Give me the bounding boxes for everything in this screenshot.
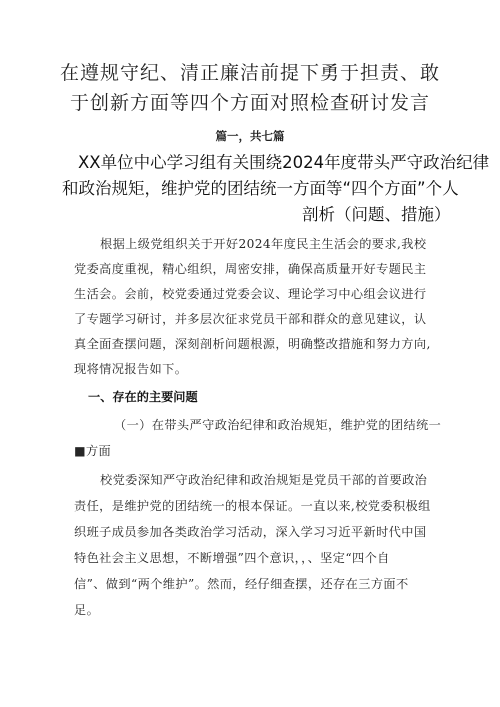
intro-paragraph-line: 党委高度重视，精心组织，周密安排，确保高质量开好专题民主 bbox=[74, 262, 427, 276]
intro-paragraph-line: 了专题学习研讨，并多层次征求党员干部和群众的意见建议，认 bbox=[74, 312, 427, 326]
body-paragraph-line: 责任，是维护党的团结统一的根本保证。一直以来,校党委积极组 bbox=[74, 499, 431, 513]
document-title-line-2: 于创新方面等四个方面对照检查研讨发言 bbox=[69, 92, 430, 114]
subtitle-line-1: XX单位中心学习组有关围绕2024年度带头严守政治纪律 bbox=[78, 153, 490, 172]
subtitle-line-3: 剖析（问题、措施） bbox=[302, 205, 451, 224]
body-paragraph-line: 织班子成员参加各类政治学习活动，深入学习习近平新时代中国 bbox=[74, 525, 427, 539]
intro-paragraph-line: 现将情况报告如下。 bbox=[74, 362, 188, 376]
subsection-heading-line: ■方面 bbox=[74, 444, 112, 458]
intro-paragraph-line: 根据上级党组织关于开好2024年度民主生活会的要求,我校 bbox=[100, 237, 427, 251]
body-paragraph-line: 信”、做到“两个维护”。然而，经仔细查摆，还存在三方面不 bbox=[74, 577, 409, 591]
subtitle-line-2: 和政治规矩，维护党的团结统一方面等“四个方面”个人 bbox=[62, 179, 459, 198]
body-paragraph-line: 特色社会主义思想，不断增强”四个意识，，、坚定“四个自 bbox=[74, 551, 390, 565]
subsection-heading-line: （一）在带头严守政治纪律和政治规矩，维护党的团结统一 bbox=[114, 418, 442, 432]
document-title-line-1: 在遵规守纪、清正廉洁前提下勇于担责、敢 bbox=[59, 62, 440, 84]
intro-paragraph-line: 生活会。会前，校党委通过党委会议、理论学习中心组会议进行 bbox=[74, 287, 427, 301]
intro-paragraph-line: 真全面查摆问题，深刻剖析问题根源，明确整改措施和努力方向, bbox=[74, 337, 431, 351]
body-paragraph-line: 校党委深知严守政治纪律和政治规矩是党员干部的首要政治 bbox=[100, 473, 428, 487]
chapter-label: 篇一，共七篇 bbox=[215, 129, 285, 143]
body-paragraph-line: 足。 bbox=[74, 603, 100, 617]
section-heading: 一、存在的主要问题 bbox=[88, 390, 198, 404]
